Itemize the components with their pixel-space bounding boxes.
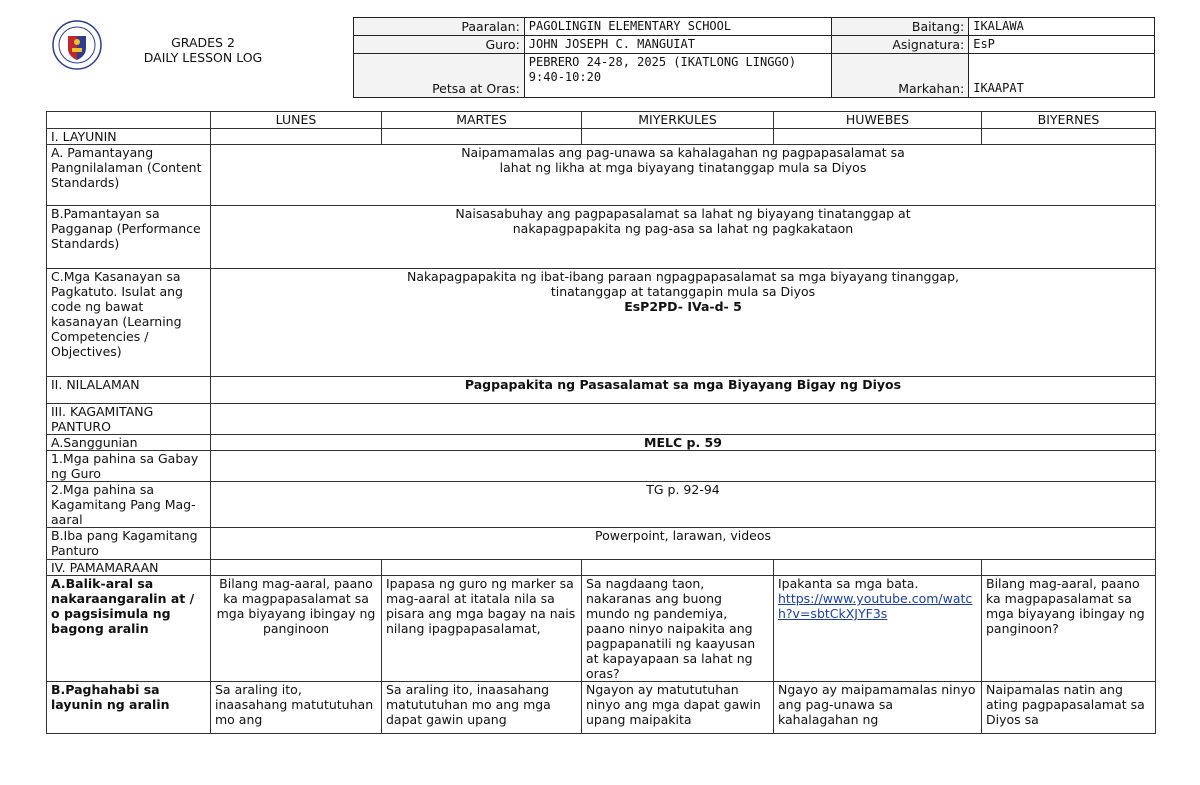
sanggunian-row [47, 435, 1156, 451]
empty-cell [582, 129, 774, 145]
content-standards-text: Naipamamalas ang pag-unawa sa kahalagahan ng pagpapasalamat sa lahat ng likha at mga biyayang tinatanggap mula sa Diyos [461, 145, 905, 175]
day-header-huwebes: HUWEBES [774, 112, 982, 129]
kagamitang-pang-label: 2.Mga pahina sa Kagamitang Pang Mag-aaral [47, 482, 211, 528]
days-header-row [47, 112, 1156, 129]
time-text: 9:40-10:20 [528, 70, 602, 84]
iba-label: B.Iba pang Kagamitang Panturo [47, 528, 211, 560]
nilalaman-row [47, 377, 1156, 404]
quarter-value: IKAAPAT [969, 54, 1155, 98]
kagamitang-pang-row [47, 482, 1156, 528]
subject-value: EsP [969, 36, 1155, 54]
paghahabi-label: B.Paghahabi sa layunin ng aralin [47, 682, 211, 734]
performance-standards-value [211, 206, 1156, 269]
day-header-lunes: LUNES [211, 112, 382, 129]
youtube-link[interactable]: https://www.youtube.com/watch?v=sbtCkXJYF3s [778, 591, 973, 621]
header-left-block [46, 17, 353, 97]
layunin-label: I. LAYUNIN [47, 129, 211, 145]
gabay-value [211, 451, 1156, 482]
balik-aral-biyernes: Bilang mag-aaral, paano ka magpapasalamat sa mga biyayang ibingay ng panginoon? [982, 576, 1156, 682]
performance-standards-text: Naisasabuhay ang pagpapasalamat sa lahat ng biyayang tinatanggap at nakapagpapakita ng pag-asa sa lahat ng pagkakataon [455, 206, 911, 236]
empty-cell [774, 560, 982, 576]
balik-aral-row [47, 576, 1156, 682]
paghahabi-martes: Sa araling ito, inaasahang matututuhan mo ang mga dapat gawin upang [382, 682, 582, 734]
school-value: PAGOLINGIN ELEMENTARY SCHOOL [524, 18, 832, 36]
grade-level-value: IKALAWA [969, 18, 1155, 36]
teacher-value: JOHN JOSEPH C. MANGUIAT [524, 36, 832, 54]
sanggunian-label: A.Sanggunian [47, 435, 211, 451]
balik-aral-miyerkules: Sa nagdaang taon, nakaranas ang buong mundo ng pandemiya, paano ninyo naipakita ang pagpapanatili ng kaayusan at kapayapaan sa lahat ng oras? [582, 576, 774, 682]
competencies-value [211, 269, 1156, 377]
date-label: Petsa at Oras: [354, 54, 525, 98]
nilalaman-value: Pagpapakita ng Pasasalamat sa mga Biyayang Bigay ng Diyos [211, 377, 1156, 404]
performance-standards-label: B.Pamantayan sa Pagganap (Performance Standards) [47, 206, 211, 269]
date-value [524, 54, 832, 98]
pamamaraan-label: IV. PAMAMARAAN [47, 560, 211, 576]
iba-row [47, 528, 1156, 560]
day-header-miyerkules: MIYERKULES [582, 112, 774, 129]
balik-aral-lunes: Bilang mag-aaral, paano ka magpapasalamat sa mga biyayang ibingay ng panginoon [211, 576, 382, 682]
corner-cell [47, 112, 211, 129]
kagamitan-value [211, 404, 1156, 435]
kagamitan-row [47, 404, 1156, 435]
lesson-log-table [46, 111, 1156, 734]
paghahabi-lunes: Sa araling ito, inaasahang matututuhan mo ang [211, 682, 382, 734]
balik-aral-huwebes [774, 576, 982, 682]
empty-cell [211, 129, 382, 145]
school-label: Paaralan: [354, 18, 525, 36]
date-text: PEBRERO 24-28, 2025 (IKATLONG LINGGO) [528, 55, 797, 69]
balik-aral-huwebes-text: Ipakanta sa mga bata. [778, 576, 919, 591]
pamamaraan-row [47, 560, 1156, 576]
iba-value: Powerpoint, larawan, videos [211, 528, 1156, 560]
balik-aral-martes: Ipapasa ng guro ng marker sa mag-aaral at itatala nila sa pisara ang mga bagay na nais nilang ipagpapasalamat, [382, 576, 582, 682]
competencies-label: C.Mga Kasanayan sa Pagkatuto. Isulat ang code ng bawat kasanayan (Learning Competencies / Objectives) [47, 269, 211, 377]
empty-cell [774, 129, 982, 145]
layunin-row [47, 129, 1156, 145]
day-header-martes: MARTES [382, 112, 582, 129]
performance-standards-row [47, 206, 1156, 269]
grade-level-label: Baitang: [832, 18, 969, 36]
teacher-label: Guro: [354, 36, 525, 54]
day-header-biyernes: BIYERNES [982, 112, 1156, 129]
competencies-text: Nakapagpapakita ng ibat-ibang paraan ngpagpapasalamat sa mga biyayang tinanggap, tinatanggap at tatanggapin mula sa Diyos [407, 269, 959, 299]
sanggunian-value: MELC p. 59 [211, 435, 1156, 451]
header-info-table [353, 17, 1155, 98]
log-title-text: DAILY LESSON LOG [143, 50, 263, 65]
empty-cell [582, 560, 774, 576]
empty-cell [382, 129, 582, 145]
competency-code: EsP2PD- IVa-d- 5 [624, 299, 742, 314]
competencies-row [47, 269, 1156, 377]
empty-cell [211, 560, 382, 576]
paghahabi-row [47, 682, 1156, 734]
empty-cell [982, 560, 1156, 576]
kagamitang-pang-value: TG p. 92-94 [211, 482, 1156, 528]
content-standards-label: A. Pamantayang Pangnilalaman (Content Standards) [47, 145, 211, 206]
paghahabi-miyerkules: Ngayon ay matututuhan ninyo ang mga dapat gawin upang maipakita [582, 682, 774, 734]
empty-cell [382, 560, 582, 576]
deped-seal-icon [52, 20, 102, 70]
balik-aral-label: A.Balik-aral sa nakaraangaralin at / o pagsisimula ng bagong aralin [47, 576, 211, 682]
subject-label: Asignatura: [832, 36, 969, 54]
grade-title [106, 35, 300, 65]
empty-cell [982, 129, 1156, 145]
nilalaman-label: II. NILALAMAN [47, 377, 211, 404]
content-standards-row [47, 145, 1156, 206]
paghahabi-biyernes: Naipamalas natin ang ating pagpapasalamat sa Diyos sa [982, 682, 1156, 734]
content-standards-value [211, 145, 1156, 206]
quarter-label: Markahan: [832, 54, 969, 98]
gabay-row [47, 451, 1156, 482]
lesson-log-header [46, 17, 1155, 97]
grade-text: GRADES 2 [171, 35, 235, 50]
paghahabi-huwebes: Ngayo ay maipamamalas ninyo ang pag-unawa sa kahalagahan ng [774, 682, 982, 734]
gabay-label: 1.Mga pahina sa Gabay ng Guro [47, 451, 211, 482]
kagamitan-label: III. KAGAMITANG PANTURO [47, 404, 211, 435]
